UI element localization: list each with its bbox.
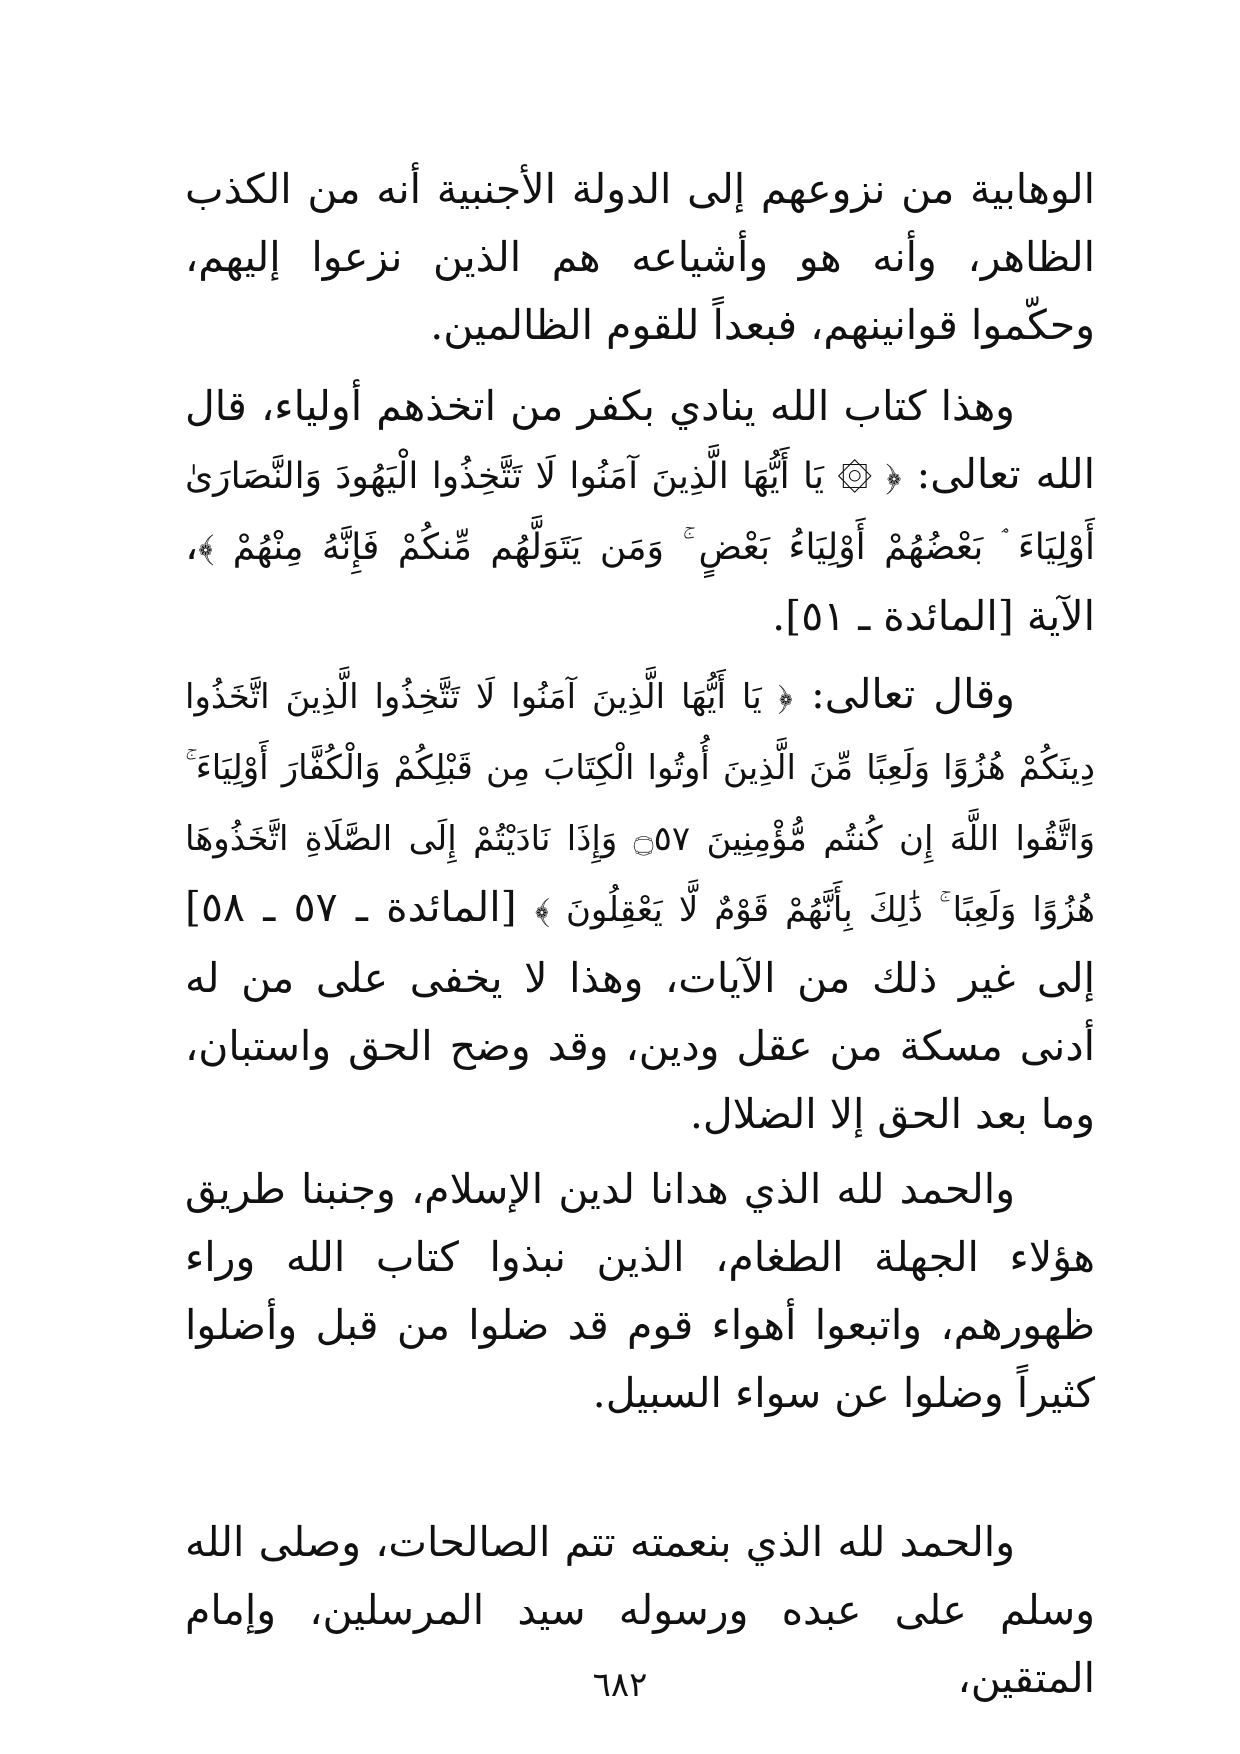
paragraph-4 <box>185 1155 1095 1427</box>
quran-verse-51: ﴿ ۞ يَا أَيُّهَا الَّذِينَ آمَنُوا لَا تَتَّخِذُوا الْيَهُودَ وَالنَّصَارَىٰ أَوْلِيَاءَ ۘ بَعْضُهُمْ أَوْلِيَاءُ بَعْضٍ ۚ وَمَن يَتَوَلَّهُم مِّنكُمْ فَإِنَّهُ مِنْهُمْ ﴾ <box>185 456 1095 568</box>
page-number: ٦٨٢ <box>592 1665 648 1705</box>
paragraph-1 <box>185 155 1095 359</box>
paragraph-2-intro: وهذا كتاب الله ينادي بكفر من اتخذهم أولياء، قال الله تعالى: <box>185 382 1095 498</box>
paragraph-4-text: والحمد لله الذي هدانا لدين الإسلام، وجنبنا طريق هؤلاء الجهلة الطغام، الذين نبذوا كتاب الله وراء ظهورهم، واتبعوا أهواء قوم قد ضلوا من قبل وأضلوا كثيراً وضلوا عن سواء السبيل. <box>185 1165 1095 1417</box>
paragraph-3-outro: [المائدة ـ ٥٧ ـ ٥٨] إلى غير ذلك من الآيات، وهذا لا يخفى على من له أدنى مسكة من عقل ودين، وقد وضح الحق واستبان، وما بعد الحق إلا الضلال. <box>185 883 1095 1138</box>
paragraph-5-text: والحمد لله الذي بنعمته تتم الصالحات، وصلى الله وسلم على عبده ورسوله سيد المرسلين، وإمام المتقين، <box>185 1518 1095 1702</box>
paragraph-3-intro: وقال تعالى: <box>810 670 1015 718</box>
paragraph-1-text: الوهابية من نزوعهم إلى الدولة الأجنبية أنه من الكذب الظاهر، وأنه هو وأشياعه هم الذين نزعوا إليهم، وحكّموا قوانينهم، فبعداً للقوم الظالمين. <box>185 165 1095 349</box>
paragraph-2 <box>185 372 1095 650</box>
paragraph-2-outro: ، الآية [المائدة ـ ٥١]. <box>185 521 1095 640</box>
quran-verse-57-58: ﴿ يَا أَيُّهَا الَّذِينَ آمَنُوا لَا تَتَّخِذُوا الَّذِينَ اتَّخَذُوا دِينَكُمْ هُزُوًا وَلَعِبًا مِّنَ الَّذِينَ أُوتُوا الْكِتَابَ مِن قَبْلِكُمْ وَالْكُفَّارَ أَوْلِيَاءَ ۚ وَاتَّقُوا اللَّهَ إِن كُنتُم مُّؤْمِنِينَ ۝٥٧ وَإِذَا نَادَيْتُمْ إِلَى الصَّلَاةِ اتَّخَذُوهَا هُزُوًا وَلَعِبًا ۚ ذَٰلِكَ بِأَنَّهُمْ قَوْمٌ لَّا يَعْقِلُونَ ﴾ <box>185 677 1095 930</box>
paragraph-3 <box>185 660 1095 1148</box>
